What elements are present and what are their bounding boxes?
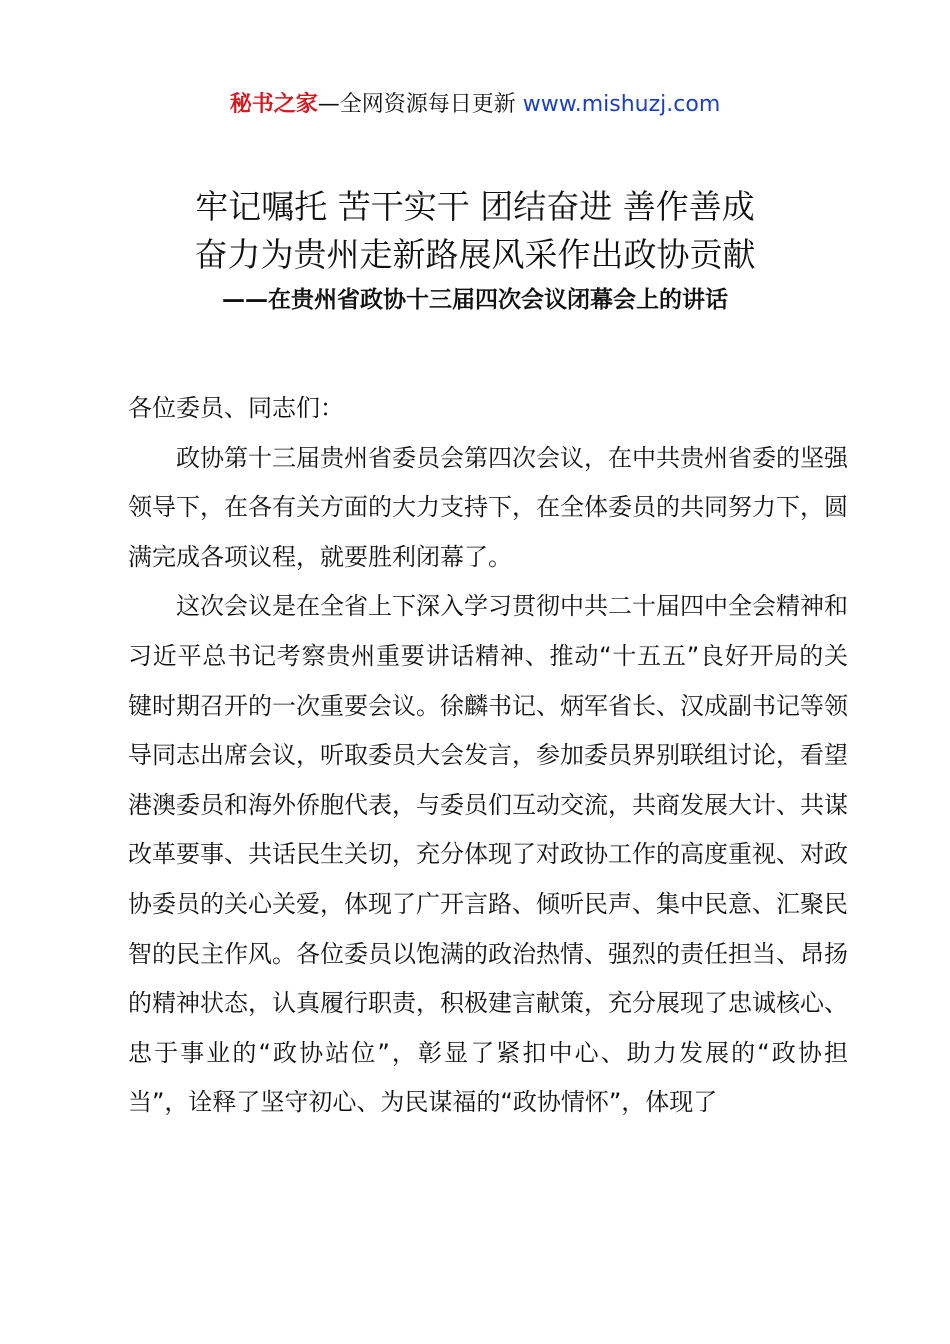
document-title xyxy=(0,183,950,317)
title-line-1: 牢记嘱托 苦干实干 团结奋进 善作善成 xyxy=(195,187,755,226)
paragraph-2: 这次会议是在全省上下深入学习贯彻中共二十届四中全会精神和习近平总书记考察贵州重要讲话精神、推动“十五五”良好开局的关键时期召开的一次重要会议。徐麟书记、炳军省长、汉成副书记等领导同志出席会议，听取委员大会发言，参加委员界别联组讨论，看望港澳委员和海外侨胞代表，与委员们互动交流，共商发展大计、共谋改革要事、共话民生关切，充分体现了对政协工作的高度重视、对政协委员的关心关爱，体现了广开言路、倾听民声、集中民意、汇聚民智的民主作风。各位委员以饱满的政治热情、强烈的责任担当、昂扬的精神状态，认真履行职责，积极建言献策，充分展现了忠诚核心、忠于事业的“政协站位”，彰显了紧扣中心、助力发展的“政协担当”，诠释了坚守初心、为民谋福的“政协情怀”，体现了 xyxy=(128,592,848,1117)
site-tagline: —全网资源每日更新 xyxy=(317,92,516,117)
paragraph-1: 政协第十三届贵州省委员会第四次会议，在中共贵州省委的坚强领导下，在各有关方面的大力支持下，在全体委员的共同努力下，圆满完成各项议程，就要胜利闭幕了。 xyxy=(128,443,848,571)
salutation: 各位委员、同志们： xyxy=(128,394,344,422)
title-line-2: 奋力为贵州走新路展风采作出政协贡献 xyxy=(194,235,756,274)
site-header xyxy=(0,88,950,122)
document-subtitle: ——在贵州省政协十三届四次会议闭幕会上的讲话 xyxy=(222,287,728,313)
site-url-link[interactable]: www.mishuzj.com xyxy=(522,92,721,117)
document-body xyxy=(128,384,848,1128)
brand-name[interactable]: 秘书之家 xyxy=(229,92,318,117)
